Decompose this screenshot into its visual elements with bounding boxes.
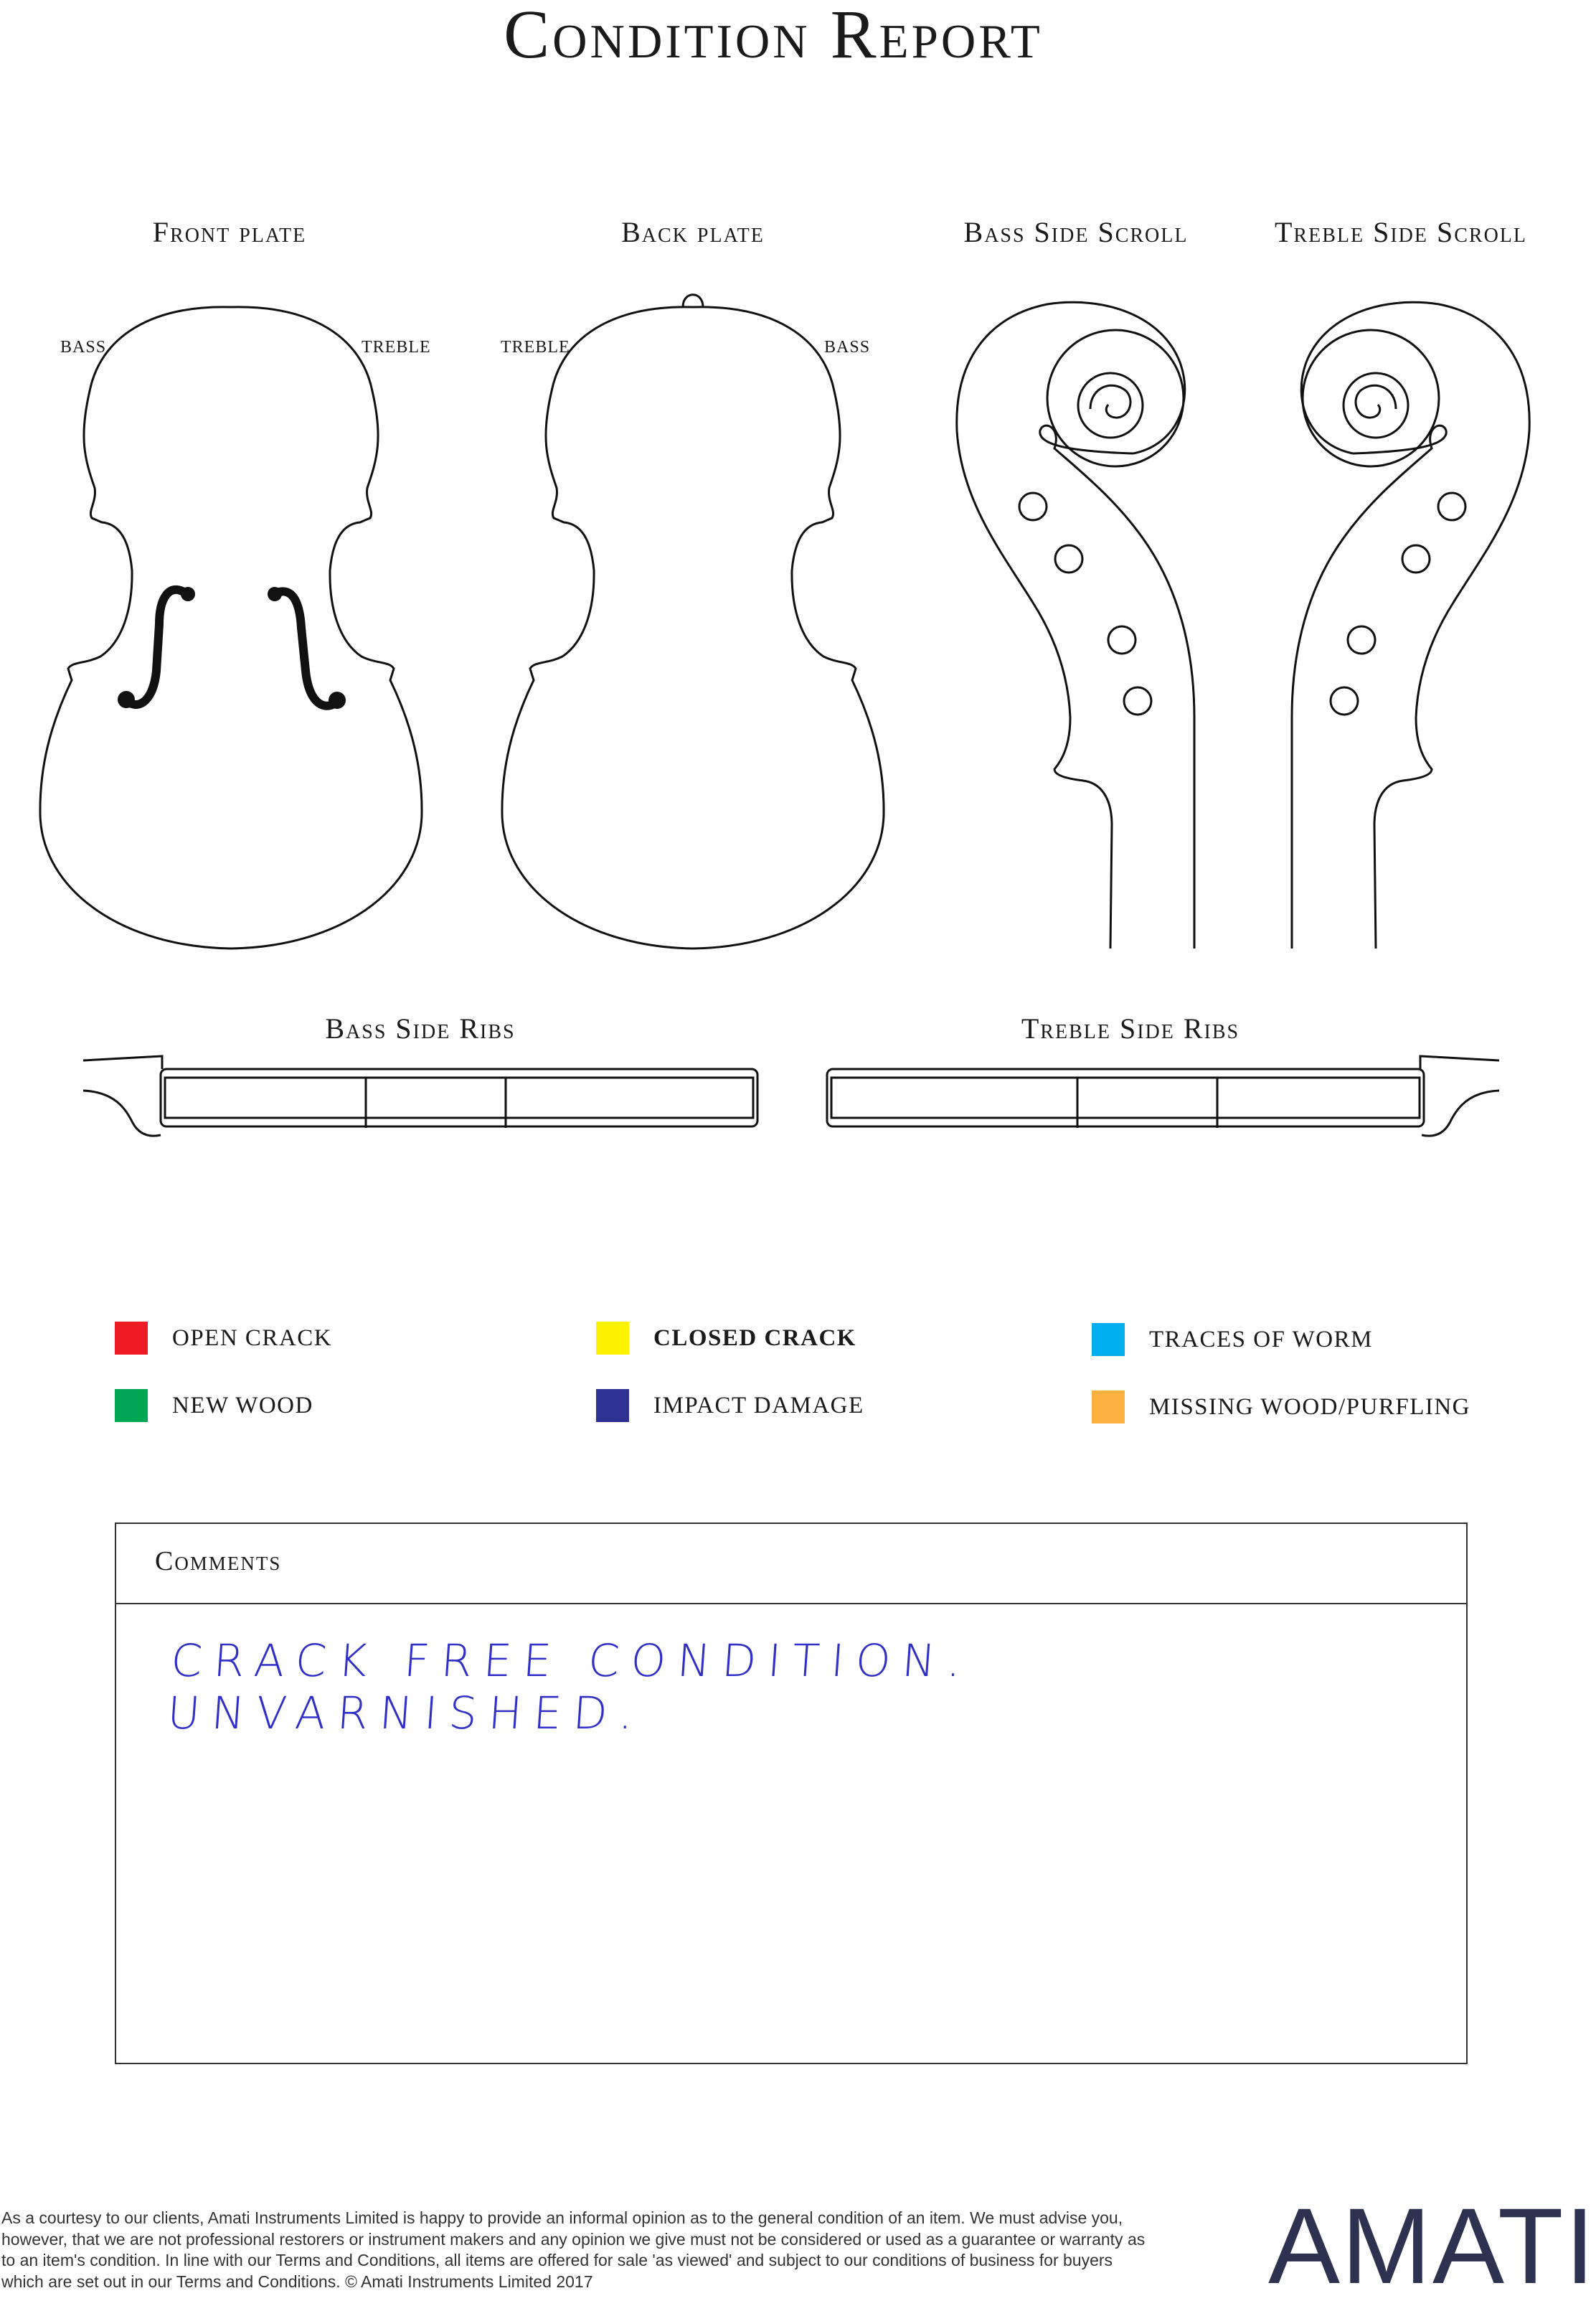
comments-box (115, 1523, 1468, 2064)
legend-label: OPEN CRACK (172, 1324, 333, 1351)
legend-label: NEW WOOD (172, 1392, 313, 1418)
f-hole-bass (128, 590, 185, 705)
amati-logo: AMATI (1268, 2185, 1596, 2306)
legend-item (1092, 1323, 1373, 1356)
treble-side-ribs (827, 1056, 1499, 1136)
back-plate-outline (502, 307, 884, 949)
swatch-open-crack (115, 1322, 148, 1355)
bass-side-ribs (83, 1056, 757, 1136)
handwritten-comment: CRACK FREE CONDITION. UNVARNISHED. (165, 1634, 975, 1739)
bass-side-scroll-label: Bass Side Scroll (963, 216, 1189, 248)
legend-item (115, 1322, 332, 1355)
treble-side-scroll-label: Treble Side Scroll (1274, 216, 1527, 248)
comments-header (116, 1524, 1466, 1604)
legend-item (596, 1389, 864, 1422)
back-plate-label: Back plate (621, 216, 765, 248)
legend-label: MISSING WOOD/PURFLING (1149, 1393, 1471, 1420)
back-plate-button (683, 295, 703, 307)
treble-side-ribs-label: Treble Side Ribs (1021, 1012, 1240, 1045)
treble-side-scroll (1292, 302, 1529, 949)
bass-side-ribs-label: Bass Side Ribs (325, 1012, 516, 1045)
swatch-closed-crack (596, 1322, 629, 1355)
disclaimer-text: As a courtesy to our clients, Amati Instruments Limited is happy to provide an informal opinion as to the general condition of an item. We must advise you, however, that we are not professional restorers or instrument makers and any opinion we give must not be considered or used as a guarantee or warranty as to an item's condition. In line with our Terms and Conditions, all items are offered for sale 'as viewed' and subject to our conditions of business for buyers which are set out in our Terms and Conditions. © Amati Instruments Limited 2017 (1, 2208, 1146, 2291)
comments-label: Comments (155, 1546, 282, 1576)
legend-item (596, 1322, 856, 1355)
swatch-new-wood (115, 1389, 148, 1422)
swatch-missing-wood-purfling (1092, 1390, 1125, 1423)
front-plate-outline (40, 307, 422, 949)
legend (115, 1322, 1478, 1436)
front-plate-bass-label: BASS (60, 338, 107, 357)
legend-label: TRACES OF WORM (1149, 1326, 1373, 1352)
front-plate-label: Front plate (152, 216, 307, 248)
bass-side-scroll (957, 302, 1194, 949)
swatch-traces-of-worm (1092, 1323, 1125, 1356)
legend-label: CLOSED CRACK (653, 1324, 856, 1351)
legend-item (115, 1389, 313, 1422)
page-title: Condition Report (504, 0, 1043, 72)
f-hole-treble (277, 591, 336, 705)
swatch-impact-damage (596, 1389, 629, 1422)
back-plate-treble-label: TREBLE (501, 338, 570, 357)
legend-item (1092, 1390, 1470, 1423)
back-plate-bass-label: BASS (824, 338, 871, 357)
front-plate-treble-label: TREBLE (362, 338, 431, 357)
legend-label: IMPACT DAMAGE (653, 1392, 864, 1418)
